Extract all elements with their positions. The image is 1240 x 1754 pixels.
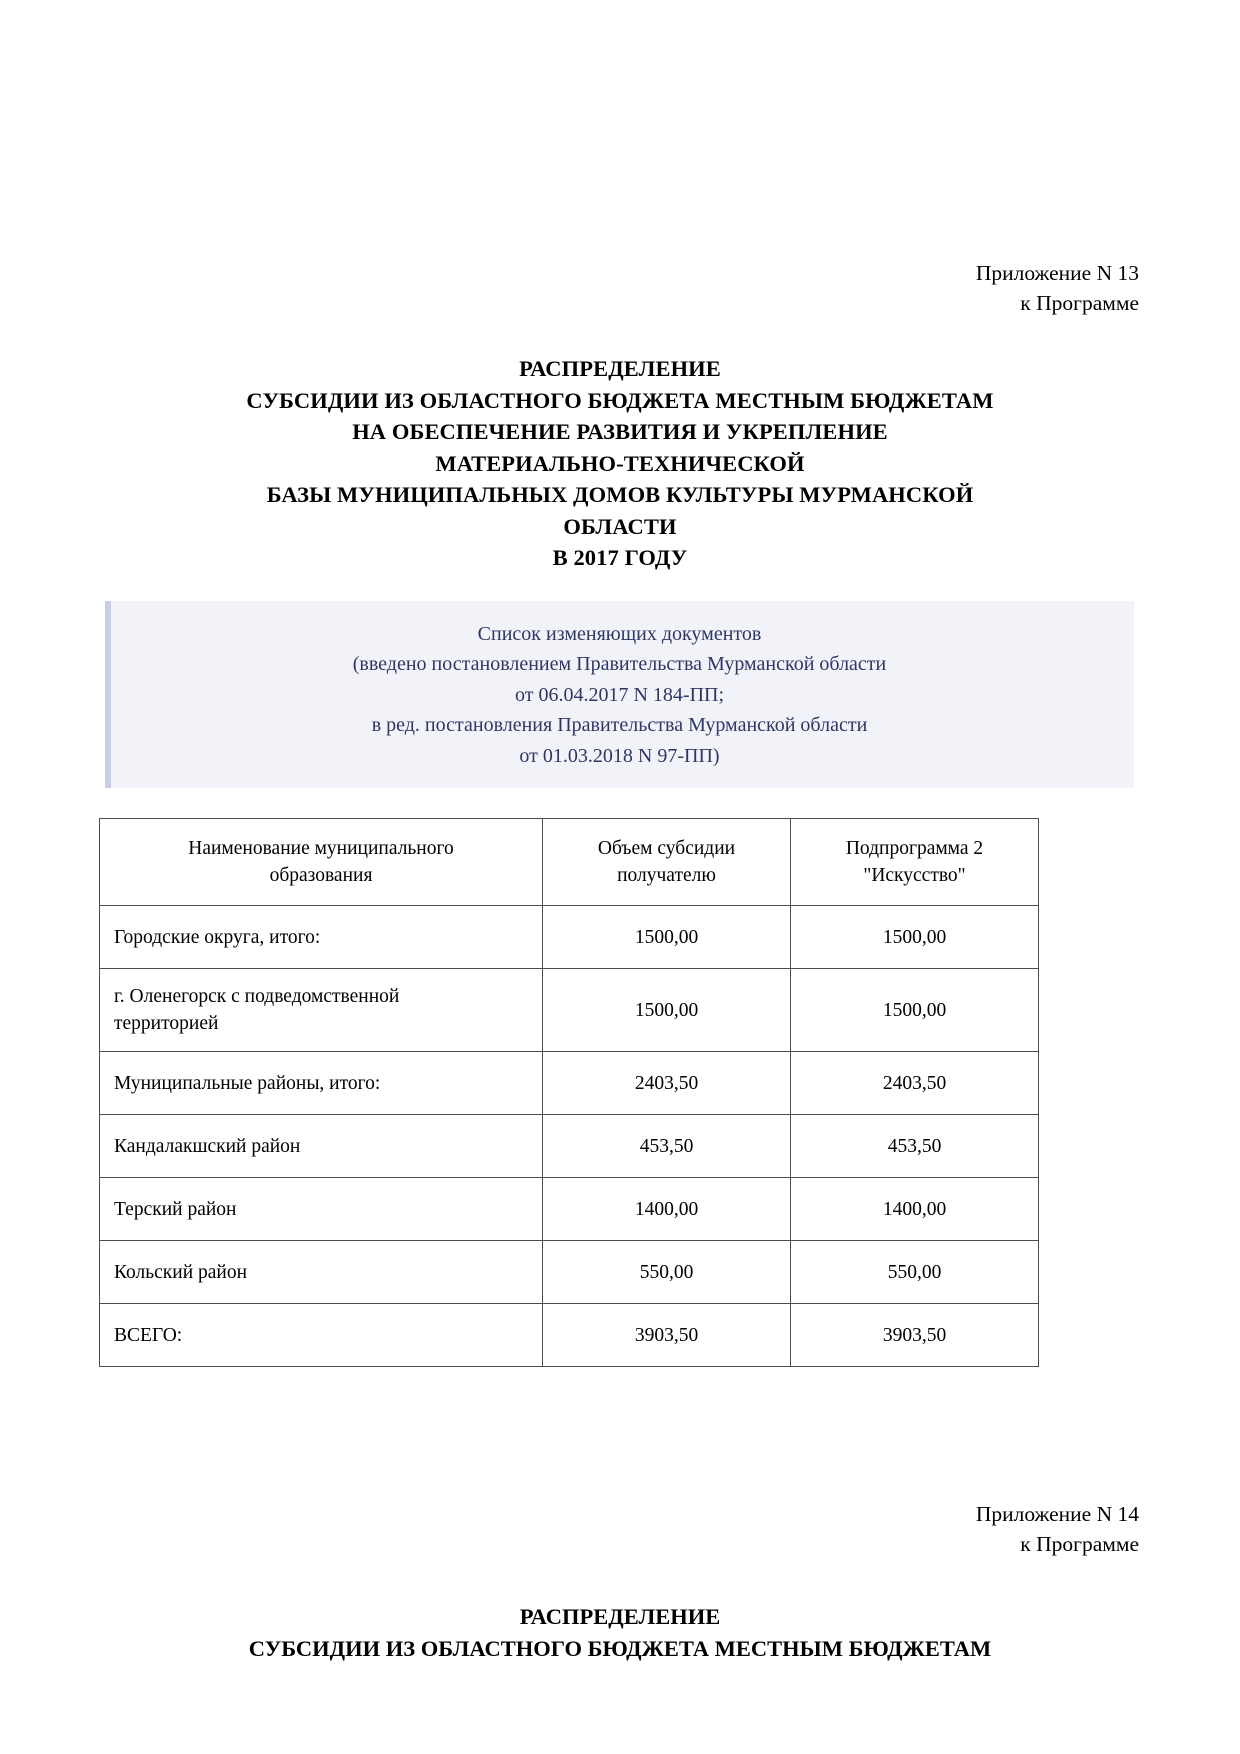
row-subsidy-amount: 1400,00 <box>543 1178 791 1241</box>
title2-line-2: СУБСИДИИ ИЗ ОБЛАСТНОГО БЮДЖЕТА МЕСТНЫМ БЮДЖЕТАМ <box>248 1635 992 1661</box>
row-subprogram-amount: 550,00 <box>791 1241 1039 1304</box>
changing-documents-line-3: в ред. постановления Правительства Мурманской области <box>371 714 868 736</box>
row-subprogram-amount: 1500,00 <box>791 969 1039 1052</box>
appendix-number-top: Приложение N 13 <box>975 261 1139 285</box>
table-row <box>100 1241 1039 1304</box>
title-line-5: БАЗЫ МУНИЦИПАЛЬНЫХ ДОМОВ КУЛЬТУРЫ МУРМАНСКОЙ <box>266 482 974 507</box>
row-subsidy-amount: 2403,50 <box>543 1052 791 1115</box>
title-line-3: НА ОБЕСПЕЧЕНИЕ РАЗВИТИЯ И УКРЕПЛЕНИЕ <box>352 419 888 444</box>
row-municipality-name: Кандалакшский район <box>100 1115 543 1178</box>
row-subsidy-amount: 550,00 <box>543 1241 791 1304</box>
title-line-7: В 2017 ГОДУ <box>552 545 688 570</box>
row-subprogram-amount: 453,50 <box>791 1115 1039 1178</box>
page-title <box>101 353 1139 574</box>
row-municipality-name: Кольский район <box>100 1241 543 1304</box>
title-line-4: МАТЕРИАЛЬНО-ТЕХНИЧЕСКОЙ <box>435 450 805 476</box>
appendix-program-top: к Программе <box>1020 291 1139 315</box>
appendix-reference-top <box>101 0 1139 318</box>
row-subprogram-amount: 2403,50 <box>791 1052 1039 1115</box>
table-row <box>100 906 1039 969</box>
row-municipality-name: Городские округа, итого: <box>100 906 543 969</box>
column-header-subsidy-amount <box>543 819 791 906</box>
column-header-municipality-line1: Наименование муниципального <box>188 838 454 859</box>
subsidy-distribution-table <box>99 818 1039 1367</box>
table-row-total <box>100 1304 1039 1367</box>
row-subsidy-amount: 1500,00 <box>543 969 791 1052</box>
row-total-label: ВСЕГО: <box>100 1304 543 1367</box>
column-header-subsidy-amount-line1: Объем субсидии <box>597 838 736 859</box>
title-line-1: РАСПРЕДЕЛЕНИЕ <box>519 356 721 381</box>
appendix-program-bottom: к Программе <box>1020 1532 1139 1556</box>
table-row <box>100 969 1039 1052</box>
appendix-reference-bottom <box>101 1499 1139 1559</box>
row-municipality-name: Муниципальные районы, итого: <box>100 1052 543 1115</box>
row-subprogram-amount: 1500,00 <box>791 906 1039 969</box>
row-subprogram-amount: 1400,00 <box>791 1178 1039 1241</box>
row-municipality-name-line1: г. Оленегорск с подведомственной <box>114 986 400 1007</box>
column-header-subprogram <box>791 819 1039 906</box>
row-total-subsidy-amount: 3903,50 <box>543 1304 791 1367</box>
table-header-row <box>100 819 1039 906</box>
appendix-number-bottom: Приложение N 14 <box>975 1502 1139 1526</box>
row-municipality-name: Терский район <box>100 1178 543 1241</box>
column-header-subprogram-line1: Подпрограмма 2 <box>845 838 984 859</box>
column-header-municipality <box>100 819 543 906</box>
table-row <box>100 1115 1039 1178</box>
title2-line-1: РАСПРЕДЕЛЕНИЕ <box>519 1604 721 1629</box>
row-municipality-name <box>100 969 543 1052</box>
column-header-municipality-line2: образования <box>269 865 373 886</box>
row-subsidy-amount: 1500,00 <box>543 906 791 969</box>
page-title-secondary <box>101 1601 1139 1664</box>
changing-documents-note <box>105 601 1134 789</box>
column-header-subprogram-line2: "Искусство" <box>863 865 966 886</box>
title-line-6: ОБЛАСТИ <box>563 513 677 539</box>
changing-documents-line-4: от 01.03.2018 N 97-ПП) <box>519 744 720 767</box>
row-subsidy-amount: 453,50 <box>543 1115 791 1178</box>
changing-documents-heading: Список изменяющих документов <box>477 622 762 645</box>
row-municipality-name-line2: территорией <box>114 1013 219 1034</box>
changing-documents-line-2: от 06.04.2017 N 184-ПП; <box>514 683 725 706</box>
changing-documents-line-1: (введено постановлением Правительства Мурманской области <box>352 653 887 675</box>
column-header-subsidy-amount-line2: получателю <box>617 865 716 886</box>
table-row <box>100 1178 1039 1241</box>
title-line-2: СУБСИДИИ ИЗ ОБЛАСТНОГО БЮДЖЕТА МЕСТНЫМ БЮДЖЕТАМ <box>246 387 994 413</box>
table-row <box>100 1052 1039 1115</box>
row-total-subprogram-amount: 3903,50 <box>791 1304 1039 1367</box>
